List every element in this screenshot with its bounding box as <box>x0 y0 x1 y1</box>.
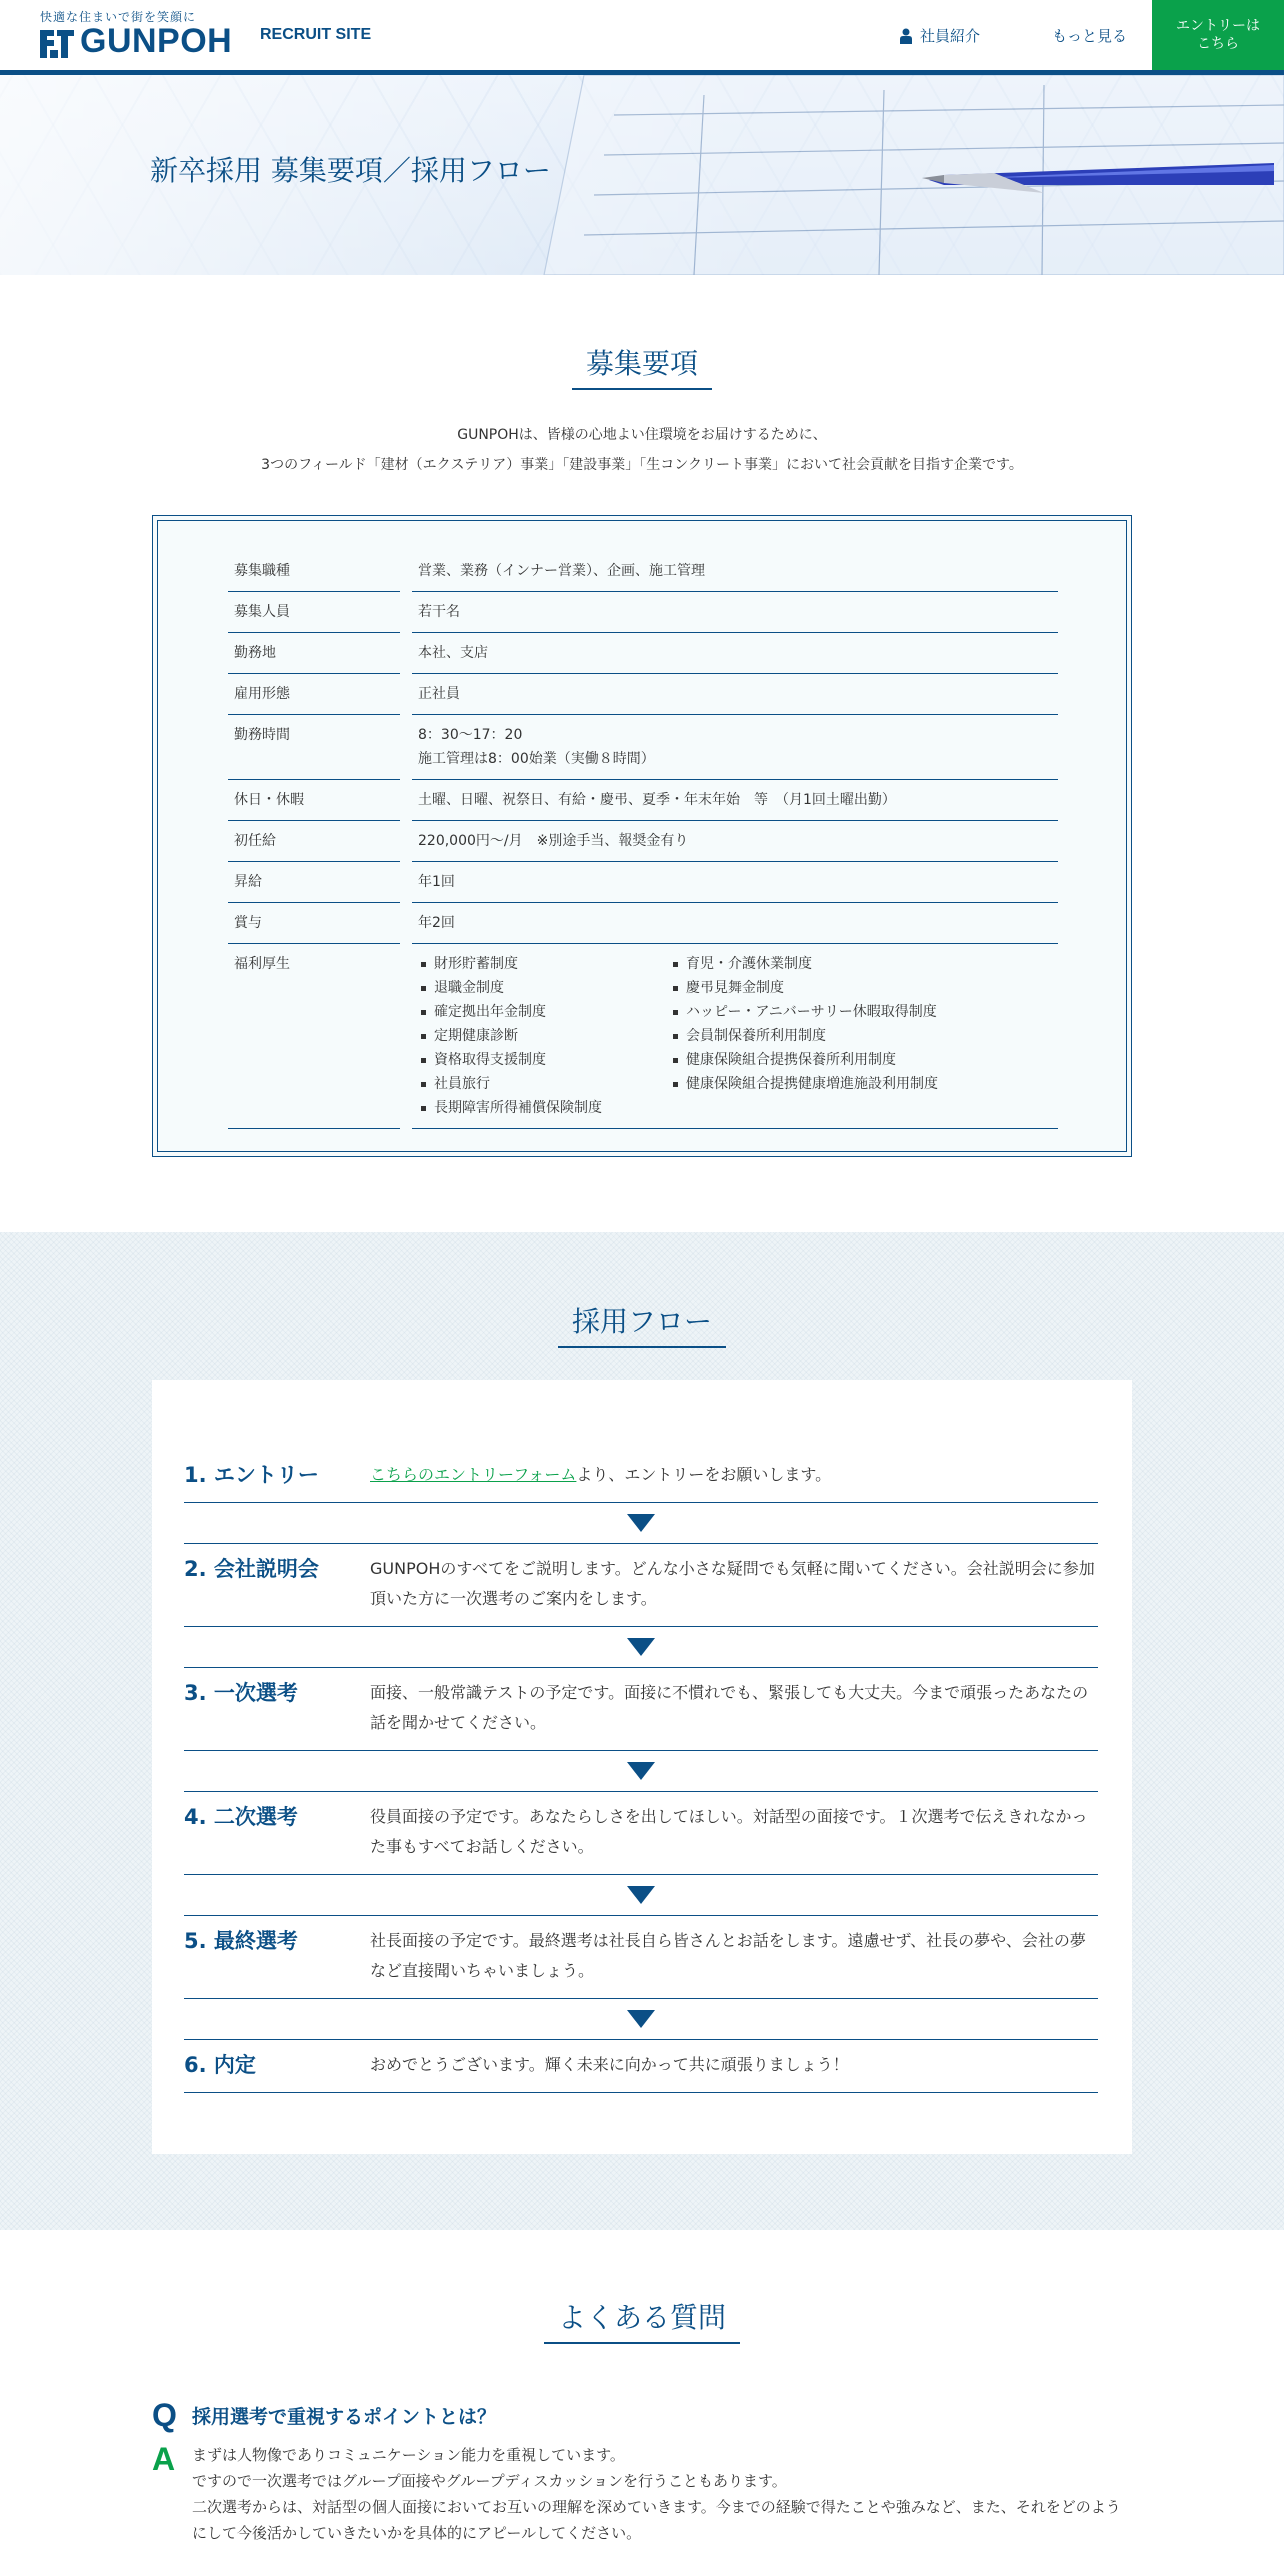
benefit-item: 社員旅行 <box>418 1072 670 1096</box>
req-label: 初任給 <box>228 821 400 862</box>
flow-step-desc: 社長面接の予定です。最終選考は社長自ら皆さんとお話をします。遠慮せず、社長の夢や、会社の夢など直接聞いちゃいましょう。 <box>370 1931 1086 1980</box>
flow-step-name: 6. 内定 <box>184 2053 256 2077</box>
req-value: 220,000円～/月 ※別途手当、報奨金有り <box>412 821 1058 862</box>
flow-step-name: 2. 会社説明会 <box>184 1557 319 1581</box>
benefit-item: 退職金制度 <box>418 976 670 1000</box>
requirements-title-text: 募集要項 <box>572 342 712 390</box>
benefit-item: 育児・介護休業制度 <box>670 952 1052 976</box>
flow-step <box>184 1915 1098 1999</box>
flow-step <box>184 1667 1098 1751</box>
flow-step-desc-text: より、エントリーをお願いします。 <box>576 1465 832 1484</box>
flow-arrow <box>184 1999 1098 2039</box>
req-row <box>228 862 1058 903</box>
intro-line-1: GUNPOHは、皆様の心地よい住環境をお届けするために、 <box>457 427 827 443</box>
flow-step <box>184 1450 1098 1503</box>
req-value: 土曜、日曜、祝祭日、有給・慶弔、夏季・年末年始 等 （月1回土曜出勤） <box>412 780 1058 821</box>
working-hours: 8：30～17：20 <box>418 727 523 743</box>
req-label: 勤務時間 <box>228 715 400 780</box>
working-hours-note: 施工管理は8：00始業（実働８時間） <box>418 751 655 767</box>
question-mark-label: Q <box>152 2397 177 2433</box>
req-label: 福利厚生 <box>228 944 400 1129</box>
req-label: 休日・休暇 <box>228 780 400 821</box>
flow-title <box>0 1300 1284 1348</box>
benefits-list <box>412 944 1058 1129</box>
req-row <box>228 674 1058 715</box>
entry-button-line2: こちら <box>1197 36 1239 52</box>
req-label: 賞与 <box>228 903 400 944</box>
logo-text: GUNPOH <box>80 22 233 60</box>
flow-step-desc: GUNPOHのすべてをご説明します。どんな小さな疑問でも気軽に聞いてください。会社説明会に参加頂いた方に一次選考のご案内をします。 <box>370 1559 1095 1608</box>
gunpoh-logo[interactable] <box>38 8 248 62</box>
entry-form-link[interactable]: こちらのエントリーフォーム <box>370 1465 577 1484</box>
req-row <box>228 715 1058 780</box>
benefit-item: 慶弔見舞金制度 <box>670 976 1052 1000</box>
req-row <box>228 780 1058 821</box>
req-label: 募集職種 <box>228 551 400 592</box>
benefit-item: 財形貯蓄制度 <box>418 952 670 976</box>
flow-arrow <box>184 1751 1098 1791</box>
triangle-down-icon <box>627 1886 655 1904</box>
flow-step <box>184 1543 1098 1627</box>
flow-step <box>184 1791 1098 1875</box>
req-value: 正社員 <box>412 674 1058 715</box>
req-value: 年2回 <box>412 903 1058 944</box>
req-label: 勤務地 <box>228 633 400 674</box>
req-row <box>228 821 1058 862</box>
hero-banner <box>0 75 1284 275</box>
faq-title <box>0 2296 1284 2344</box>
flow-step-desc: 面接、一般常識テストの予定です。面接に不慣れでも、緊張しても大丈夫。今まで頑張ったあなたの話を聞かせてください。 <box>370 1683 1089 1732</box>
benefit-item: 会員制保養所利用制度 <box>670 1024 1052 1048</box>
flow-step-desc: おめでとうございます。輝く未来に向かって共に頑張りましょう！ <box>370 2055 849 2074</box>
hero-title: 新卒採用 募集要項／採用フロー <box>150 154 551 187</box>
requirements-table <box>228 551 1058 1129</box>
intro-line-2: 3つのフィールド「建材（エクステリア）事業」「建設事業」「生コンクリート事業」において社会貢献を目指す企業です。 <box>261 457 1023 473</box>
flow-step-name: 4. 二次選考 <box>184 1805 298 1829</box>
triangle-down-icon <box>627 1638 655 1656</box>
req-row <box>228 551 1058 592</box>
benefit-item: 健康保険組合提携保養所利用制度 <box>670 1048 1052 1072</box>
faq-item <box>152 2398 1132 2546</box>
benefit-item: 定期健康診断 <box>418 1024 670 1048</box>
requirements-title <box>0 342 1284 390</box>
req-value: 本社、支店 <box>412 633 1058 674</box>
benefits-right-list <box>670 952 1052 1120</box>
benefit-item: 健康保険組合提携健康増進施設利用制度 <box>670 1072 1052 1096</box>
req-row-benefits <box>228 944 1058 1129</box>
req-label: 雇用形態 <box>228 674 400 715</box>
faq-title-text: よくある質問 <box>544 2296 740 2344</box>
resume-and-pen-illustration <box>524 75 1284 275</box>
nav-staff-link[interactable] <box>900 25 980 46</box>
flow-list <box>184 1450 1098 2093</box>
benefit-item: 長期障害所得補償保険制度 <box>418 1096 670 1120</box>
req-row <box>228 903 1058 944</box>
flow-arrow <box>184 1875 1098 1915</box>
flow-step-name: 5. 最終選考 <box>184 1929 298 1953</box>
flow-box <box>152 1380 1132 2154</box>
triangle-down-icon <box>627 1762 655 1780</box>
question-text: 採用選考で重視するポイントとは？ <box>192 2405 497 2428</box>
requirements-intro <box>0 420 1284 480</box>
answer-line: 二次選考からは、対話型の個人面接においてお互いの理解を深めていきます。今までの経験で得たことや強みなど、また、それをどのようにして今後活かしていきたいかを具体的にアピールしてください。 <box>192 2498 1121 2542</box>
logo-tagline: 快適な住まいで街を笑顔に <box>40 10 197 24</box>
nav-staff-label: 社員紹介 <box>920 27 981 45</box>
flow-step <box>184 2039 1098 2093</box>
flow-arrow <box>184 1627 1098 1667</box>
person-icon <box>900 28 912 44</box>
faq-question <box>152 2398 1132 2432</box>
flow-title-text: 採用フロー <box>558 1300 726 1348</box>
answer-mark-label: A <box>152 2441 176 2477</box>
triangle-down-icon <box>627 1514 655 1532</box>
requirements-table-box <box>152 515 1132 1157</box>
faq-answer <box>152 2442 1132 2546</box>
benefit-item: 確定拠出年金制度 <box>418 1000 670 1024</box>
answer-text <box>192 2442 1132 2546</box>
flow-step-desc: 役員面接の予定です。あなたらしさを出してほしい。対話型の面接です。１次選考で伝えきれなかった事もすべてお話しください。 <box>370 1807 1088 1856</box>
req-value: 若干名 <box>412 592 1058 633</box>
site-header <box>0 0 1284 70</box>
flow-arrow <box>184 1503 1098 1543</box>
flow-step-desc <box>370 1460 1098 1490</box>
nav-more-link[interactable]: もっと見る <box>1052 27 1128 45</box>
triangle-down-icon <box>627 2010 655 2028</box>
req-value <box>412 715 1058 780</box>
benefit-item: 資格取得支援制度 <box>418 1048 670 1072</box>
recruit-site-label[interactable]: RECRUIT SITE <box>260 26 372 43</box>
req-row <box>228 633 1058 674</box>
entry-button[interactable] <box>1152 0 1284 70</box>
req-value: 営業、業務（インナー営業）、企画、施工管理 <box>412 551 1058 592</box>
flow-step-name: 1. エントリー <box>184 1463 319 1487</box>
req-label: 募集人員 <box>228 592 400 633</box>
req-row <box>228 592 1058 633</box>
entry-button-line1: エントリーは <box>1176 18 1260 34</box>
req-label: 昇給 <box>228 862 400 903</box>
req-value: 年1回 <box>412 862 1058 903</box>
answer-line: まずは人物像でありコミュニケーション能力を重視しています。 <box>192 2446 625 2464</box>
logo-mark-icon <box>38 26 76 62</box>
answer-line: ですので一次選考ではグループ面接やグループディスカッションを行うこともあります。 <box>192 2472 787 2490</box>
benefit-item: ハッピー・アニバーサリー休暇取得制度 <box>670 1000 1052 1024</box>
flow-step-name: 3. 一次選考 <box>184 1681 298 1705</box>
benefits-left-list <box>418 952 670 1120</box>
